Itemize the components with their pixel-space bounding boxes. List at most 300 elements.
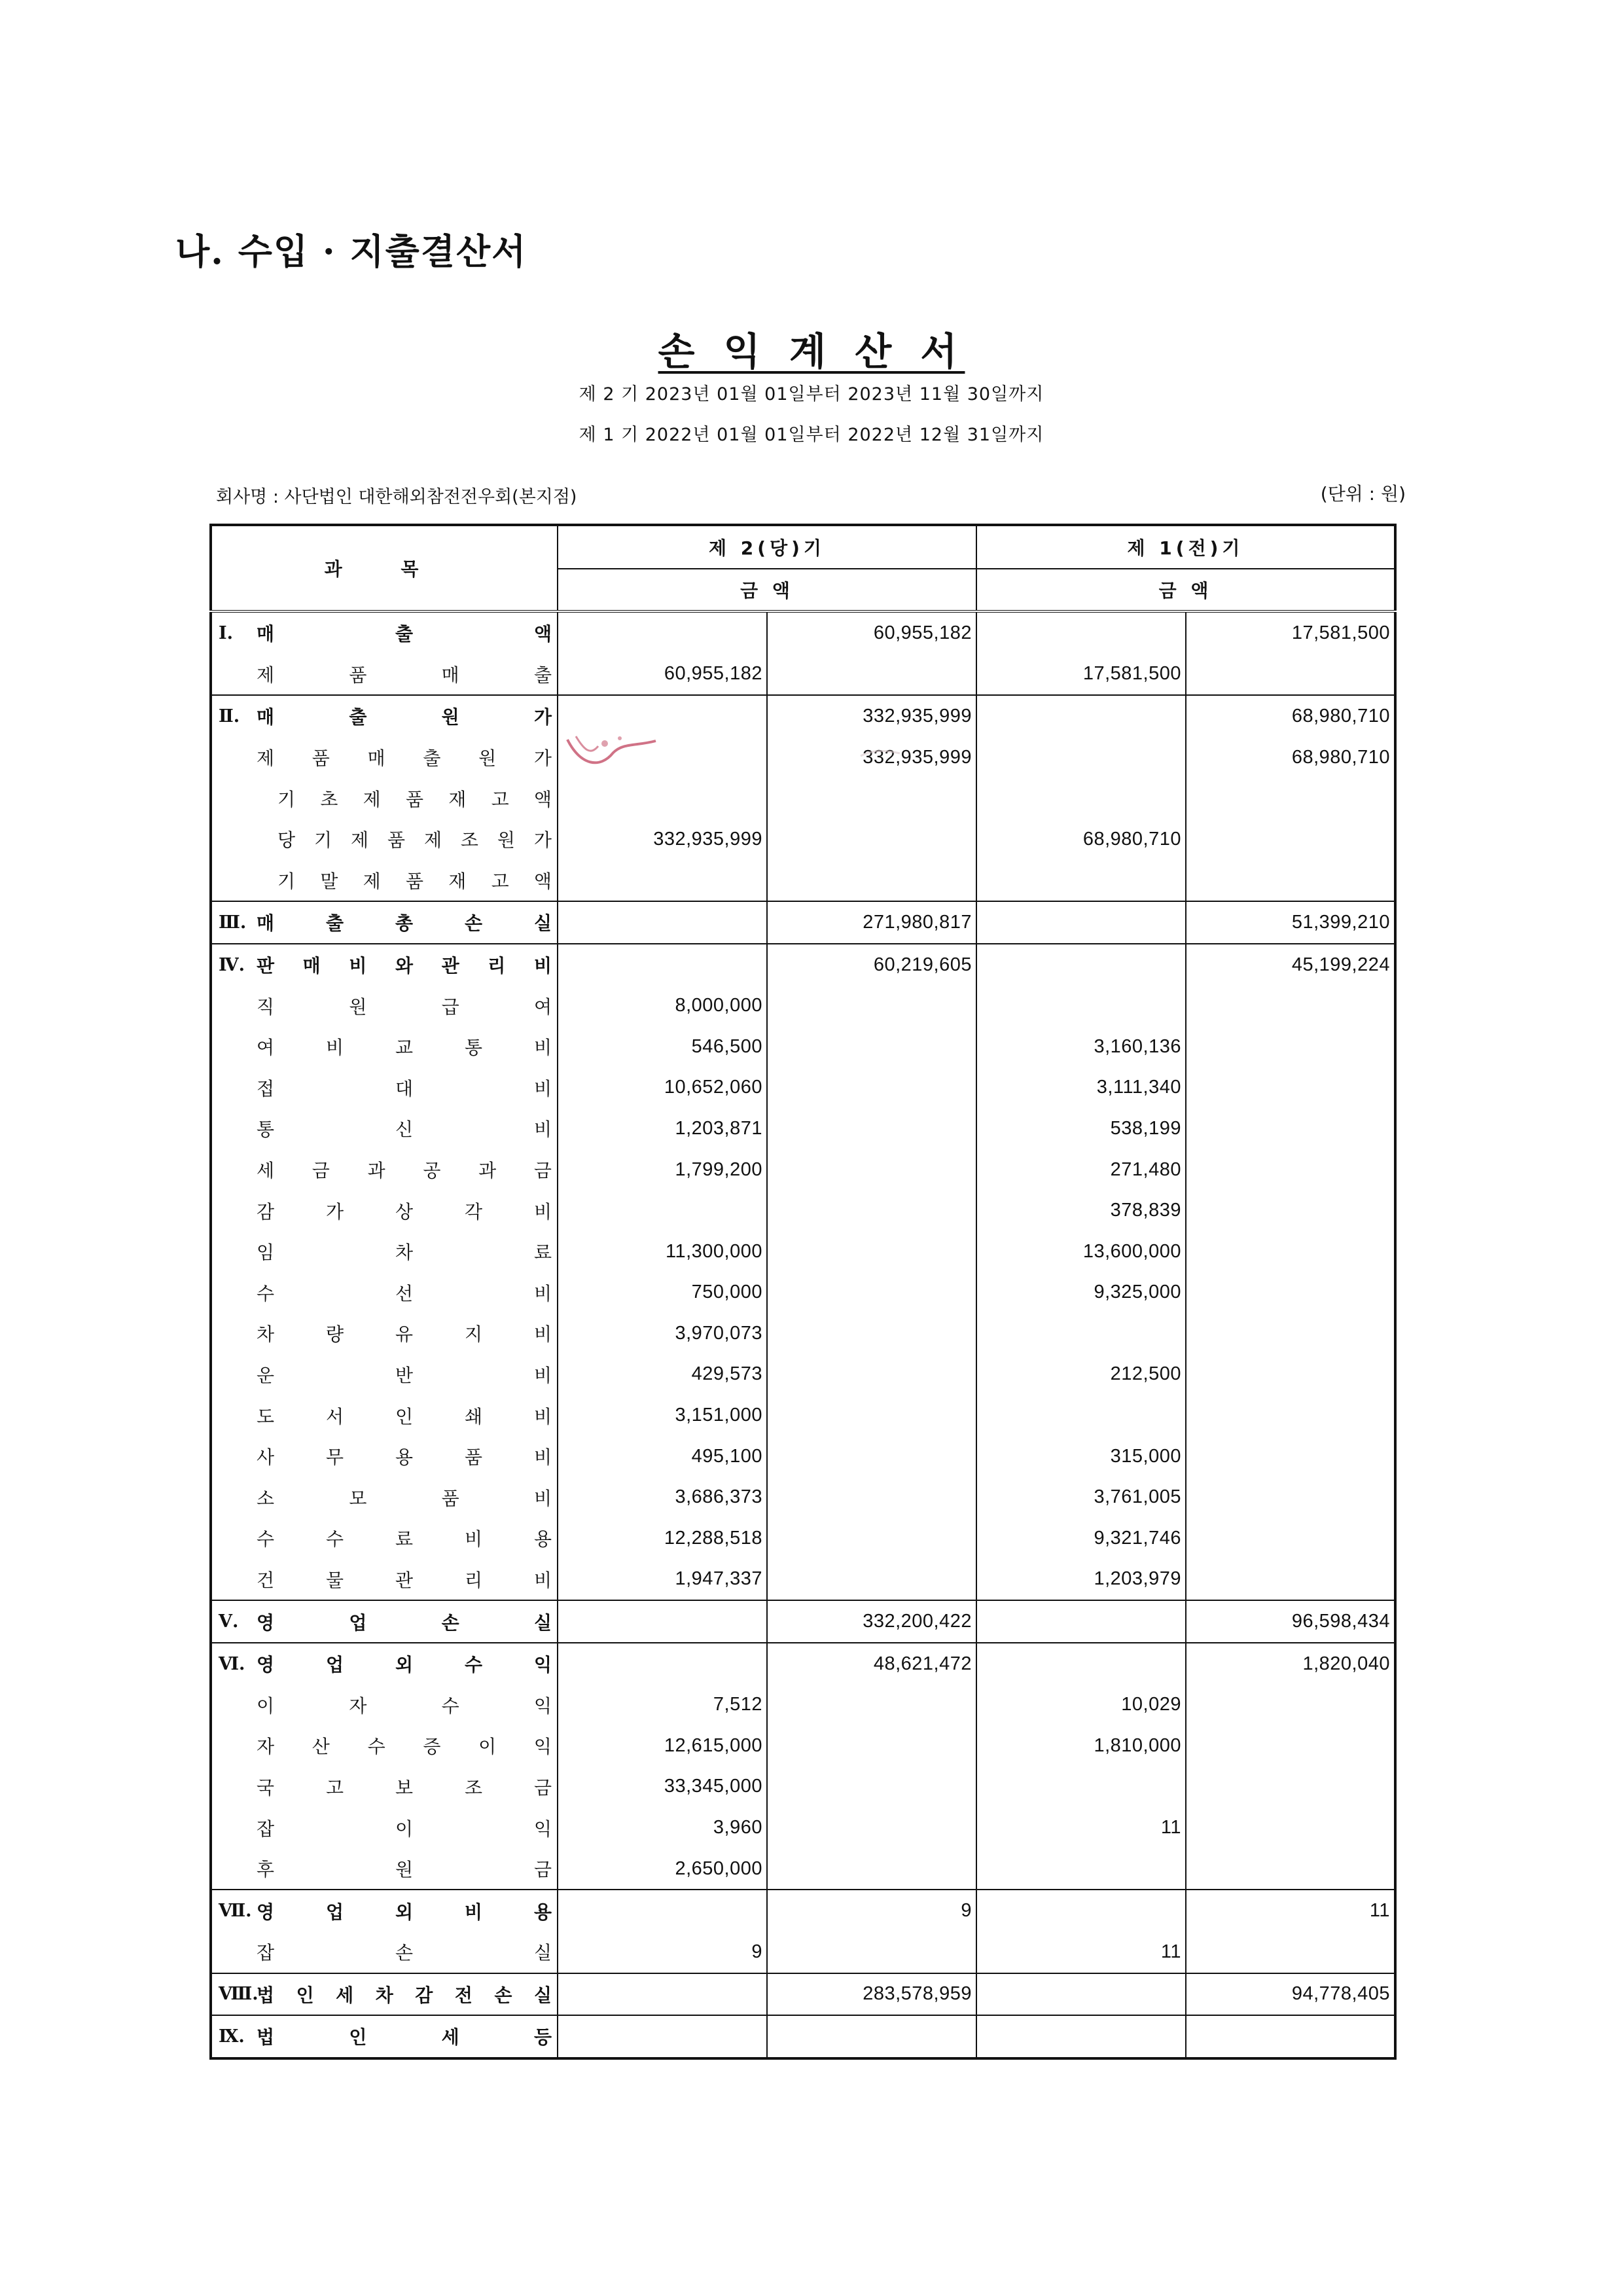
label-char: 용 [533,1901,552,1923]
label-char: 비 [533,1200,552,1223]
current-total-amount [767,1767,976,1808]
current-total-amount [767,1313,976,1354]
label-char: 외 [395,1654,414,1676]
row-label-text [257,1566,552,1592]
statement-row [211,778,1395,819]
statement-row [211,1973,1395,2016]
row-label [219,1974,552,2015]
label-char: 물 [325,1569,344,1591]
label-char: 수 [441,1695,459,1717]
current-detail-amount [558,1890,767,1931]
statement-row [211,1354,1395,1395]
label-char: 인 [349,2026,367,2049]
label-char: 료 [395,1528,414,1551]
row-label [219,1231,552,1272]
label-char: 자 [257,1736,275,1758]
label-char: 량 [325,1323,344,1346]
label-char: 매 [302,955,321,977]
current-detail-amount: 3,960 [558,1807,767,1848]
current-detail-amount [558,944,767,986]
label-char: 실 [533,1942,552,1964]
prior-total-amount [1186,1149,1395,1191]
row-label-cell [211,611,558,654]
label-char: 세 [441,2026,459,2049]
label-char: 이 [395,1818,414,1840]
row-label [219,1890,552,1931]
current-detail-amount: 3,686,373 [558,1477,767,1518]
label-char: 제 [423,829,442,852]
row-label-cell [211,1890,558,1931]
label-char: 외 [395,1901,414,1923]
row-label-text [257,909,552,935]
statement-row [211,1231,1395,1272]
statement-row [211,2015,1395,2058]
prior-detail-amount [976,1848,1186,1890]
row-label [219,1272,552,1314]
current-detail-amount: 495,100 [558,1436,767,1477]
label-char: 비 [533,1405,552,1427]
label-char: 손 [464,912,483,935]
row-label [219,1684,552,1725]
statement-row [211,695,1395,737]
current-detail-amount: 3,151,000 [558,1395,767,1436]
label-char: 품 [464,1446,483,1469]
statement-row [211,1313,1395,1354]
label-char: 감 [415,1984,433,2006]
row-label-cell [211,985,558,1026]
label-char: 쇄 [464,1405,483,1427]
current-detail-amount: 1,947,337 [558,1559,767,1601]
label-char: 수 [464,1654,483,1676]
row-label-text [257,661,552,687]
row-label [219,1108,552,1149]
label-char: 가 [533,747,552,770]
prior-detail-amount: 271,480 [976,1149,1186,1191]
current-detail-amount [558,1600,767,1643]
label-char: 차 [375,1984,393,2006]
current-total-amount: 9 [767,1890,976,1931]
prior-total-amount [1186,1354,1395,1395]
row-label-cell [211,1190,558,1231]
statement-row [211,985,1395,1026]
label-char: 실 [533,912,552,935]
label-char: 제 [350,829,369,852]
row-label [219,737,552,778]
prior-total-amount [1186,1313,1395,1354]
label-char: 손 [494,1984,512,2006]
row-label-cell [211,1684,558,1725]
label-char: 급 [441,996,459,1018]
label-char: 가 [325,1200,344,1223]
label-char: 비 [533,1037,552,1059]
current-detail-amount: 546,500 [558,1026,767,1067]
header-current-amount: 금 액 [558,569,976,611]
label-char: 영 [257,1654,275,1676]
prior-total-amount: 68,980,710 [1186,737,1395,778]
statement-row [211,1026,1395,1067]
row-label-cell [211,1108,558,1149]
label-char: 증 [423,1736,441,1758]
label-char: 원 [395,1859,414,1881]
label-char: 품 [441,1487,459,1509]
current-total-amount: 332,935,999 [767,737,976,778]
row-label-text [257,1856,552,1882]
label-char: 출 [349,706,367,728]
row-label-cell [211,1272,558,1314]
current-total-amount [767,1026,976,1067]
prior-total-amount [1186,860,1395,902]
row-label-text [257,1198,552,1224]
row-label-text [257,744,552,770]
current-detail-amount: 3,970,073 [558,1313,767,1354]
prior-total-amount [1186,1067,1395,1109]
row-label-text [257,952,552,978]
row-label [219,654,552,695]
row-numeral: Ⅵ. [219,1653,245,1674]
statement-row [211,1848,1395,1890]
current-total-amount [767,1725,976,1767]
prior-total-amount [1186,1848,1395,1890]
label-char: 전 [454,1984,473,2006]
row-label [219,1559,552,1600]
label-char: 이 [478,1736,497,1758]
row-label-cell [211,1600,558,1643]
prior-total-amount: 51,399,210 [1186,901,1395,944]
header-prior-amount: 금 액 [976,569,1395,611]
prior-total-amount [1186,1684,1395,1725]
prior-detail-amount: 212,500 [976,1354,1186,1395]
prior-detail-amount [976,1767,1186,1808]
row-label [219,860,552,901]
label-char: 매 [257,706,275,728]
current-detail-amount: 750,000 [558,1272,767,1314]
row-label [219,1313,552,1354]
row-label-cell [211,1559,558,1601]
label-char: 업 [325,1654,344,1676]
current-total-amount [767,1108,976,1149]
current-detail-amount: 12,288,518 [558,1518,767,1559]
row-label-cell [211,1848,558,1890]
prior-total-amount [1186,1807,1395,1848]
prior-detail-amount: 17,581,500 [976,654,1186,696]
current-detail-amount [558,695,767,737]
statement-row [211,1890,1395,1931]
current-total-amount [767,985,976,1026]
row-label-text [257,1280,552,1306]
current-detail-amount [558,860,767,902]
statement-row [211,1807,1395,1848]
row-label-text [257,1320,552,1346]
row-numeral: Ⅶ. [219,1901,252,1922]
row-label [219,1518,552,1559]
row-label-text [257,1815,552,1841]
label-char: 인 [395,1405,414,1427]
prior-detail-amount [976,695,1186,737]
prior-detail-amount [976,737,1186,778]
label-char: 금 [533,1160,552,1182]
label-char: 법 [257,2026,275,2049]
prior-detail-amount: 68,980,710 [976,819,1186,860]
statement-row [211,737,1395,778]
label-char: 말 [320,870,338,892]
row-label-cell [211,1807,558,1848]
prior-total-amount: 11 [1186,1890,1395,1931]
label-char: 익 [533,1654,552,1676]
prior-detail-amount: 9,325,000 [976,1272,1186,1314]
label-char: 지 [464,1323,483,1346]
prior-detail-amount [976,611,1186,654]
label-char: 수 [257,1282,275,1304]
prior-total-amount [1186,778,1395,819]
statement-row [211,1190,1395,1231]
prior-total-amount: 96,598,434 [1186,1600,1395,1643]
current-detail-amount: 12,615,000 [558,1725,767,1767]
label-char: 가 [533,706,552,728]
statement-row [211,1643,1395,1685]
current-detail-amount: 33,345,000 [558,1767,767,1808]
label-char: 판 [257,955,275,977]
prior-detail-amount [976,1313,1186,1354]
row-label [219,1436,552,1477]
label-char: 총 [395,912,414,935]
row-numeral: Ⅳ. [219,954,245,975]
label-char: 금 [312,1160,330,1182]
prior-detail-amount [976,1973,1186,2016]
row-label-cell [211,1973,558,2016]
statement-row [211,1684,1395,1725]
prior-detail-amount: 10,029 [976,1684,1186,1725]
prior-total-amount [1186,1518,1395,1559]
document-title [0,321,1623,376]
statement-row [211,1931,1395,1973]
label-char: 당 [277,829,296,852]
row-label [219,613,552,654]
label-char: 상 [395,1200,414,1223]
row-label-text [257,1898,552,1924]
label-char: 금 [533,1776,552,1799]
label-char: 기 [277,870,296,892]
label-char: 비 [464,1901,483,1923]
current-detail-amount [558,1973,767,2016]
statement-row [211,1395,1395,1436]
current-total-amount [767,1436,976,1477]
label-char: 제 [257,747,275,770]
row-label-cell [211,695,558,737]
label-char: 운 [257,1364,275,1386]
label-char: 대 [395,1077,414,1100]
current-total-amount [767,778,976,819]
label-char: 공 [423,1160,441,1182]
row-label [219,944,552,986]
row-label-cell [211,654,558,696]
current-total-amount [767,1807,976,1848]
label-char: 업 [325,1901,344,1923]
label-char: 매 [257,623,275,645]
label-char: 관 [441,955,459,977]
row-label-text [257,1651,552,1677]
label-char: 도 [257,1405,275,1427]
row-label-cell [211,1518,558,1559]
current-total-amount [767,1848,976,1890]
current-detail-amount: 332,935,999 [558,819,767,860]
label-char: 품 [349,664,367,686]
label-char: 비 [533,1119,552,1141]
statement-row [211,1559,1395,1601]
label-char: 손 [441,1611,459,1634]
label-char: 각 [464,1200,483,1223]
current-detail-amount [558,611,767,654]
label-char: 비 [533,955,552,977]
prior-total-amount [1186,1231,1395,1272]
row-label-text [257,1443,552,1469]
current-total-amount: 60,219,605 [767,944,976,986]
label-char: 여 [533,996,552,1018]
prior-detail-amount: 11 [976,1931,1186,1973]
row-label [219,2016,552,2057]
row-label-text [257,1525,552,1551]
row-label-cell [211,901,558,944]
current-total-amount: 60,955,182 [767,611,976,654]
row-label [219,1190,552,1231]
row-label-cell [211,1436,558,1477]
current-total-amount [767,1477,976,1518]
prior-total-amount [1186,1931,1395,1973]
row-label-cell [211,1149,558,1191]
current-total-amount [767,1931,976,1973]
prior-total-amount [1186,1767,1395,1808]
row-label-text [257,993,552,1019]
row-label-text [277,785,552,812]
prior-detail-amount [976,1643,1186,1685]
prior-detail-amount [976,2015,1186,2058]
current-detail-amount [558,1190,767,1231]
current-total-amount [767,860,976,902]
row-label-text [257,1732,552,1759]
current-total-amount: 271,980,817 [767,901,976,944]
row-label-text [257,1484,552,1511]
row-label-cell [211,1026,558,1067]
current-detail-amount [558,1643,767,1685]
prior-detail-amount [976,1395,1186,1436]
statement-row [211,944,1395,986]
row-label-text [257,1033,552,1060]
statement-row [211,1600,1395,1643]
row-numeral: Ⅴ. [219,1611,239,1632]
label-char: 영 [257,1901,275,1923]
label-char: 리 [464,1569,483,1591]
prior-detail-amount [976,1890,1186,1931]
row-label-cell [211,1067,558,1109]
label-char: 품 [405,870,423,892]
label-char: 비 [533,1487,552,1509]
prior-total-amount [1186,1559,1395,1601]
statement-row [211,1436,1395,1477]
row-label [219,696,552,737]
current-detail-amount: 7,512 [558,1684,767,1725]
prior-total-amount [1186,1477,1395,1518]
label-char: 서 [325,1405,344,1427]
row-label-cell [211,1931,558,1973]
prior-total-amount [1186,1725,1395,1767]
row-label-text [277,867,552,893]
row-label-text [277,826,552,852]
label-char: 산 [312,1736,330,1758]
label-char: 비 [533,1569,552,1591]
label-char: 익 [533,1695,552,1717]
label-char: 자 [349,1695,367,1717]
row-label [219,819,552,860]
row-label-text [257,1692,552,1718]
prior-detail-amount [976,860,1186,902]
row-label-cell [211,1354,558,1395]
label-char: 후 [257,1859,275,1881]
statement-row [211,819,1395,860]
current-detail-amount [558,901,767,944]
current-total-amount [767,1518,976,1559]
row-label-text [257,1075,552,1101]
label-char: 관 [395,1569,414,1591]
label-char: 초 [320,788,338,810]
label-char: 출 [325,912,344,935]
label-char: 소 [257,1487,275,1509]
current-total-amount [767,654,976,696]
row-label [219,1601,552,1642]
label-char: 수 [325,1528,344,1551]
row-label-cell [211,1231,558,1272]
statement-body [211,611,1395,2058]
row-label-cell [211,737,558,778]
label-char: 과 [367,1160,385,1182]
current-total-amount: 332,200,422 [767,1600,976,1643]
row-label-text [257,1157,552,1183]
document-title-text: 손 익 계 산 서 [658,329,965,374]
label-char: 접 [257,1077,275,1100]
label-char: 료 [533,1242,552,1264]
label-char: 이 [257,1695,275,1717]
current-total-amount [767,1684,976,1725]
label-char: 품 [312,747,330,770]
row-label-cell [211,1313,558,1354]
prior-detail-amount [976,944,1186,986]
current-detail-amount: 2,650,000 [558,1848,767,1890]
label-char: 매 [257,912,275,935]
label-char: 용 [533,1528,552,1551]
label-char: 원 [478,747,497,770]
label-char: 법 [257,1984,275,2006]
label-char: 고 [325,1776,344,1799]
label-char: 잡 [257,1942,275,1964]
row-numeral: Ⅰ. [219,622,234,643]
label-char: 실 [533,1984,552,2006]
prior-total-amount [1186,1026,1395,1067]
label-char: 신 [395,1119,414,1141]
label-char: 모 [349,1487,367,1509]
row-label-text [257,1939,552,1965]
label-char: 과 [478,1160,497,1182]
prior-detail-amount [976,1600,1186,1643]
label-char: 인 [296,1984,314,2006]
label-char: 교 [395,1037,414,1059]
label-char: 비 [533,1323,552,1346]
statement-row [211,1725,1395,1767]
label-char: 비 [464,1528,483,1551]
prior-total-amount: 1,820,040 [1186,1643,1395,1685]
statement-row [211,1149,1395,1191]
prior-total-amount [1186,1190,1395,1231]
row-label-cell [211,944,558,986]
label-char: 세 [336,1984,354,2006]
current-total-amount [767,1190,976,1231]
